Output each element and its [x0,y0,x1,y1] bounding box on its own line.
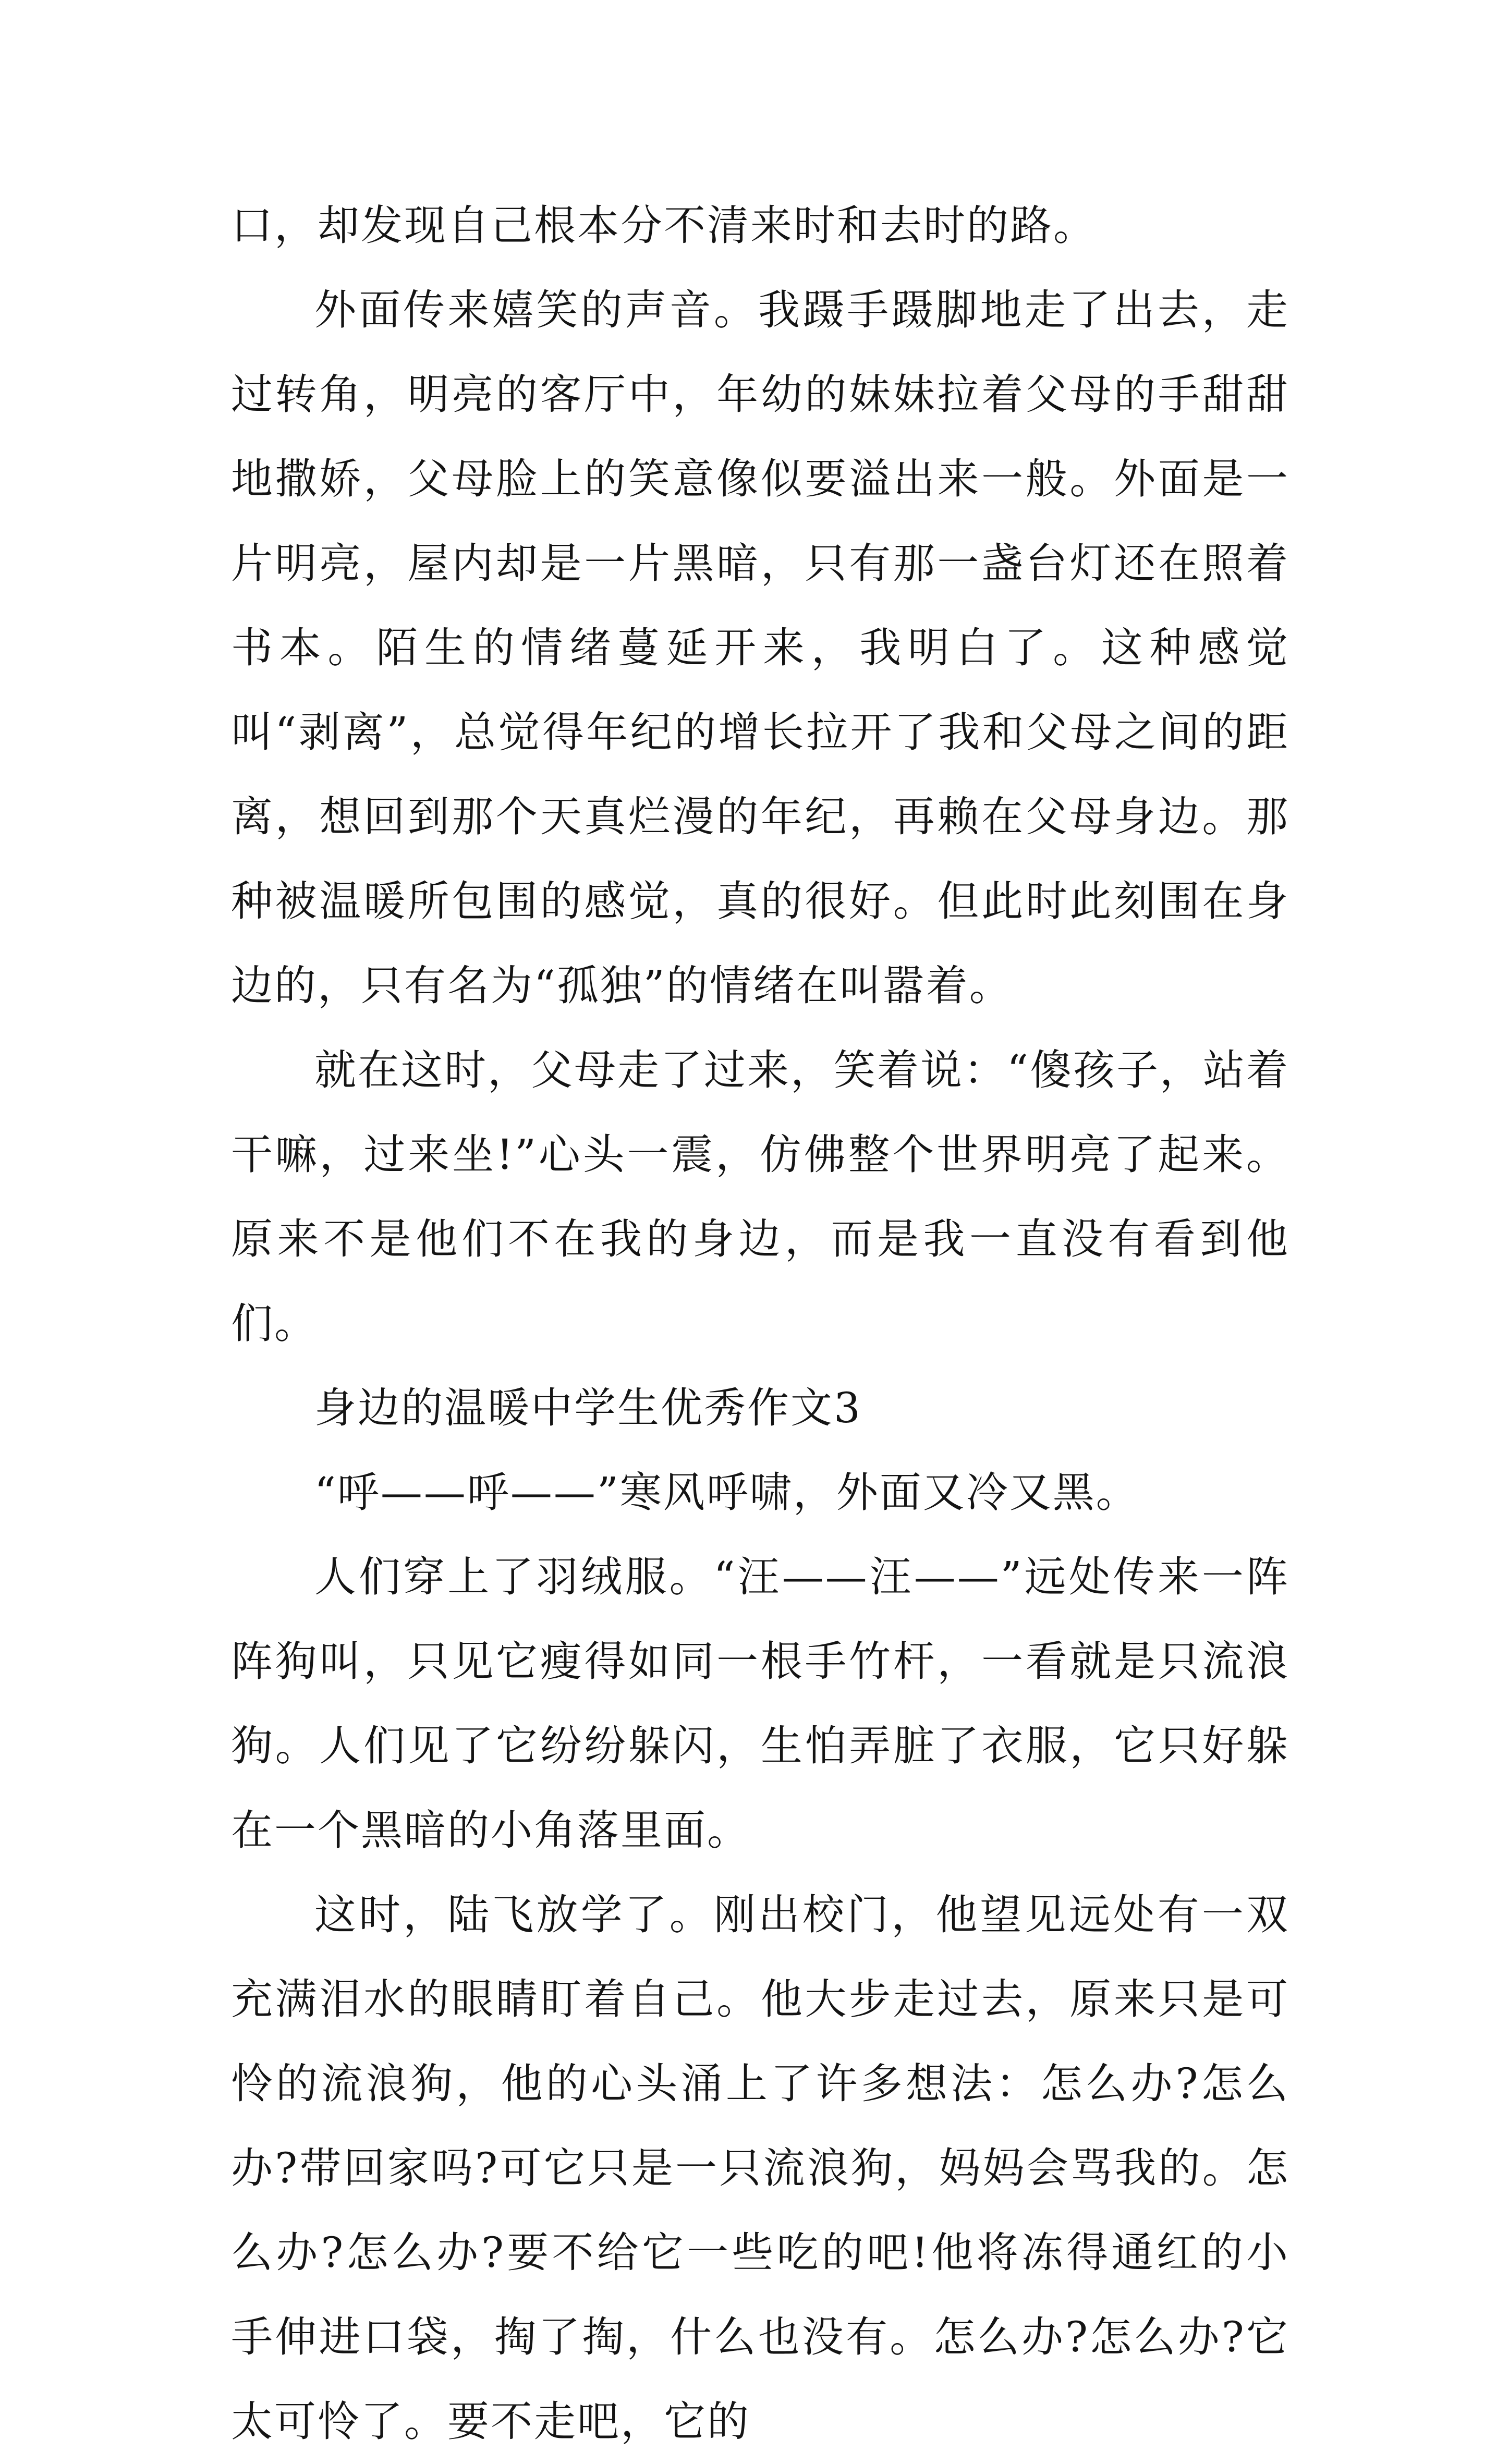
document-body [231,184,1289,2464]
paragraph-cold-wind: “呼——呼——”寒风呼啸，外面又冷又黑。 [314,1468,1139,1517]
paragraph-living-room: 外面传来嬉笑的声音。我蹑手蹑脚地走了出去，走过转角，明亮的客厅中，年幼的妹妹拉着父母的手甜甜地撒娇，父母脸上的笑意像似要溢出来一般。外面是一片明亮，屋内却是一片黑暗，只有那一盏台灯还在照着书本。陌生的情绪蔓延开来，我明白了。这种感觉叫“剥离”，总觉得年纪的增长拉开了我和父母之间的距离，想回到那个天真烂漫的年纪，再赖在父母身边。那种被温暖所包围的感觉，真的很好。但此时此刻围在身边的，只有名为“孤独”的情绪在叫嚣着。 [231,286,1289,1010]
paragraph-parents-call: 就在这时，父母走了过来，笑着说：“傻孩子，站着干嘛，过来坐!”心头一震，仿佛整个世界明亮了起来。原来不是他们不在我的身边，而是我一直没有看到他们。 [231,1046,1289,1348]
essay-heading: 身边的温暖中学生优秀作文3 [314,1384,862,1432]
paragraph-lu-fei: 这时，陆飞放学了。刚出校门，他望见远处有一双充满泪水的眼睛盯着自己。他大步走过去，原来只是可怜的流浪狗，他的心头涌上了许多想法：怎么办?怎么办?带回家吗?可它只是一只流浪狗，妈妈会骂我的。怎么办?怎么办?要不给它一些吃的吧!他将冻得通红的小手伸进口袋，掏了掏，什么也没有。怎么办?怎么办?它太可怜了。要不走吧，它的 [231,1890,1289,2446]
paragraph-continuation: 口，却发现自己根本分不清来时和去时的路。 [231,201,1097,250]
paragraph-stray-dog: 人们穿上了羽绒服。“汪——汪——”远处传来一阵阵狗叫，只见它瘦得如同一根手竹杆，一看就是只流浪狗。人们见了它纷纷躲闪，生怕弄脏了衣服，它只好躲在一个黑暗的小角落里面。 [231,1553,1289,1855]
